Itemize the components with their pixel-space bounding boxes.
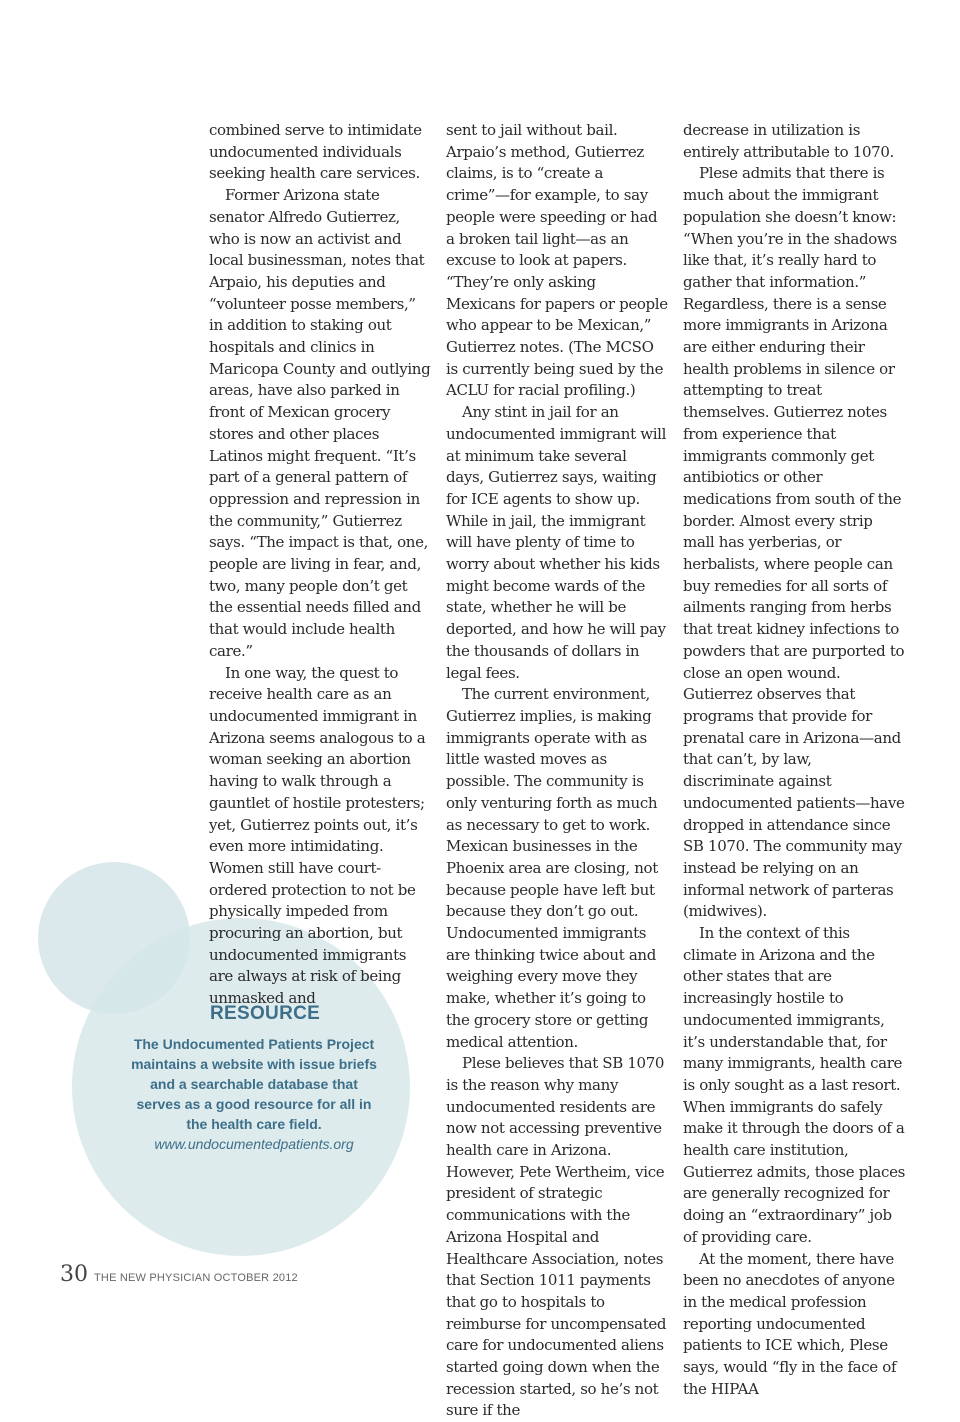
- publication-info: THE NEW PHYSICIAN OCTOBER 2012: [94, 1272, 298, 1284]
- paragraph: sent to jail without bail. Arpaio’s method, Gutierrez claims, is to “create a crime”—for example, to say people were speeding or had a broken tail light—as an excuse to look at papers. “They’re only asking Mexicans for papers or people who appear to be Mexican,” Gutierrez notes. (The MCSO is currently being sued by the ACLU for racial profiling.): [446, 121, 668, 400]
- resource-url[interactable]: www.undocumentedpatients.org: [154, 1136, 354, 1152]
- resource-box: [128, 1003, 380, 1154]
- paragraph: At the moment, there have been no anecdotes of anyone in the medical profession reporting undocumented patients to ICE which, Plese says, would “fly in the face of the HIPAA: [683, 1249, 897, 1398]
- resource-title: RESOURCE: [210, 1003, 321, 1024]
- paragraph: decrease in utilization is entirely attributable to 1070.: [683, 121, 894, 161]
- page-footer: [60, 1262, 298, 1287]
- paragraph: combined serve to intimidate undocumented individuals seeking health care services.: [209, 121, 422, 183]
- paragraph: Former Arizona state senator Alfredo Gutierrez, who is now an activist and local businessman, notes that Arpaio, his deputies and “volunteer posse members,” in addition to staking out hospitals and clinics in Maricopa County and outlying areas, have also parked in front of Mexican grocery stores and other places Latinos might frequent. “It’s part of a general pattern of oppression and repression in the community,” Gutierrez says. “The impact is that, one, people are living in fear, and, two, many people don’t get the essential needs filled and that would include health care.”: [209, 186, 431, 660]
- article-column-1: [209, 120, 431, 1010]
- page-number: 30: [60, 1262, 88, 1287]
- paragraph: Plese believes that SB 1070 is the reason why many undocumented residents are now not accessing preventive health care in Arizona. However, Pete Wertheim, vice president of strategic communications with the Arizona Hospital and Healthcare Association, notes that Section 1011 payments that go to hospitals to reimburse for uncompensated care for undocumented aliens started going down when the recession started, so he’s not sure if the: [446, 1054, 667, 1420]
- article-column-2: [446, 120, 668, 1422]
- paragraph: In the context of this climate in Arizona and the other states that are increasingly hostile to undocumented immigrants, it’s understandable that, for many immigrants, health care is only sought as a last resort. When immigrants do safely make it through the doors of a health care institution, Gutierrez admits, those places are generally recognized for doing an “extraordinary” job of providing care.: [683, 924, 905, 1246]
- article-column-3: [683, 120, 905, 1400]
- paragraph: In one way, the quest to receive health care as an undocumented immigrant in Arizona seems analogous to a woman seeking an abortion having to walk through a gauntlet of hostile protesters; yet, Gutierrez points out, it’s even more intimidating. Women still have court-ordered protection to not be physically impeded from procuring an abortion, but undocumented immigrants are always at risk of being unmasked and: [209, 663, 426, 1008]
- paragraph: Plese admits that there is much about the immigrant population she doesn’t know: “When you’re in the shadows like that, it’s really hard to gather that information.” Regardless, there is a sense more immigrants in Arizona are either enduring their health problems in silence or attempting to treat themselves. Gutierrez notes from experience that immigrants commonly get antibiotics or other medications from south of the border. Almost every strip mall has yerberias, or herbalists, where people can buy remedies for all sorts of ailments ranging from herbs that treat kidney infections to powders that are purported to close an open wound. Gutierrez observes that programs that provide for prenatal care in Arizona—and that can’t, by law, discriminate against undocumented patients—have dropped in attendance since SB 1070. The community may instead be relying on an informal network of parteras (midwives).: [683, 164, 905, 921]
- resource-body: The Undocumented Patients Project maintains a website with issue briefs and a searchable database that serves as a good resource for all in the health care field.: [131, 1036, 377, 1132]
- paragraph: Any stint in jail for an undocumented immigrant will at minimum take several days, Gutierrez says, waiting for ICE agents to show up. While in jail, the immigrant will have plenty of time to worry about whether his kids might become wards of the state, whether he will be deported, and how he will pay the thousands of dollars in legal fees.: [446, 403, 667, 682]
- paragraph: The current environment, Gutierrez implies, is making immigrants operate with as little wasted moves as possible. The community is only venturing forth as much as necessary to get to work. Mexican businesses in the Phoenix area are closing, not because people have left but because they don’t go out. Undocumented immigrants are thinking twice about and weighing every move they make, whether it’s going to the grocery store or getting medical attention.: [446, 685, 658, 1051]
